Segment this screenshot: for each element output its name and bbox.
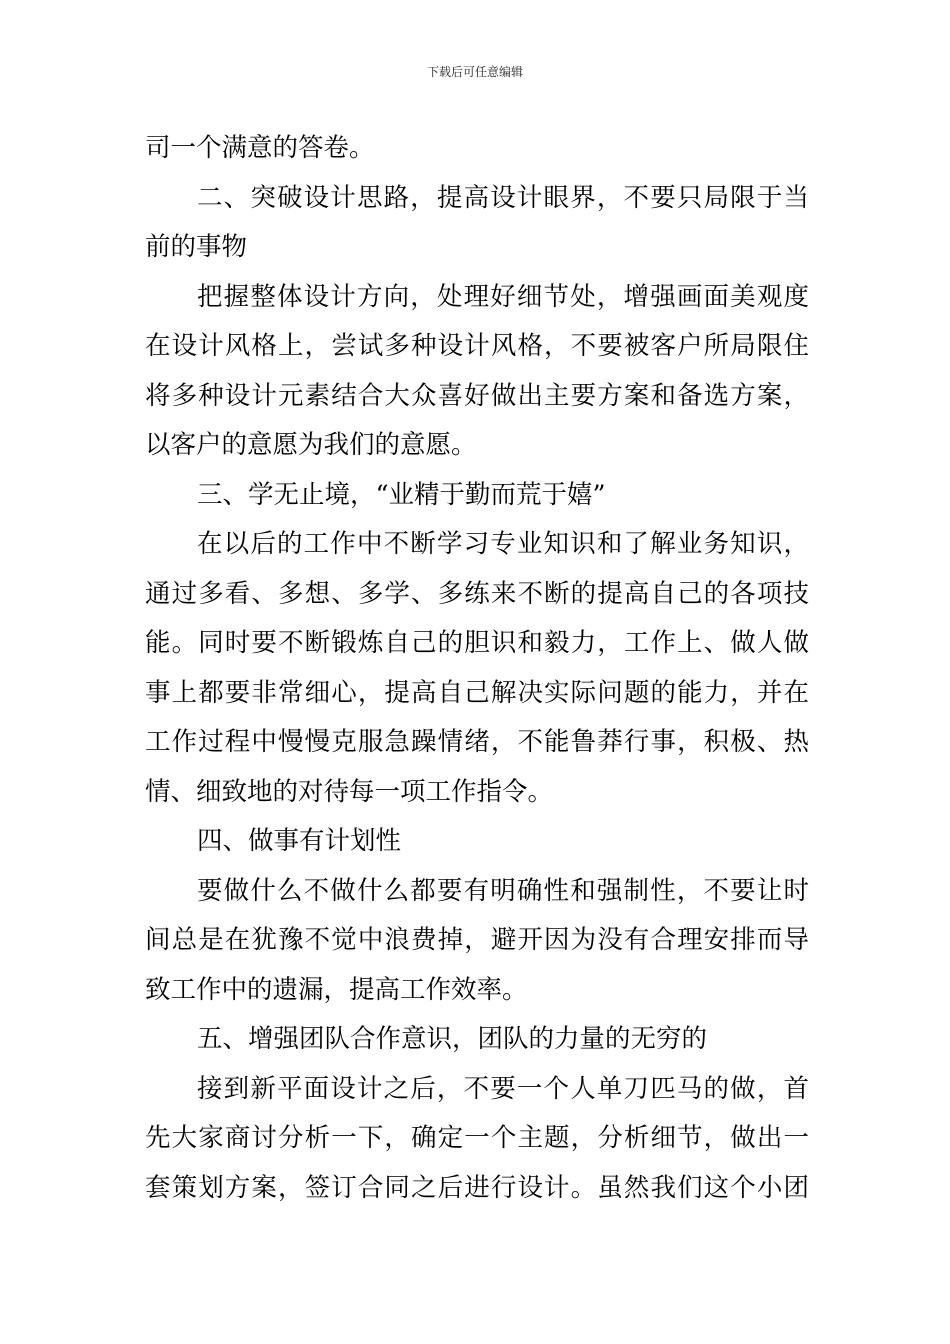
- text-line: 情、细致地的对待每一项工作指令。: [145, 776, 554, 807]
- page-header: 下载后可任意编辑: [426, 65, 523, 79]
- text-line: 前的事物: [145, 232, 248, 262]
- section-heading: 三、学无止境，“业精于勤而荒于嬉”: [197, 479, 606, 510]
- text-line: 要做什么不做什么都要有明确性和强制性，不要让时: [197, 875, 809, 906]
- text-line: 间总是在犹豫不觉中浪费掉，避开因为没有合理安排而导: [145, 925, 809, 955]
- text-line: 在以后的工作中不断学习专业知识和了解业务知识，: [197, 529, 809, 559]
- section-heading: 五、增强团队合作意识，团队的力量的无穷的: [197, 1024, 708, 1054]
- document-body: [145, 124, 809, 1213]
- text-line: 把握整体设计方向，处理好细节处，增强画面美观度: [197, 281, 809, 312]
- text-line: 能。同时要不断锻炼自己的胆识和毅力，工作上、做人做: [145, 628, 809, 658]
- text-line: 套策划方案，签订合同之后进行设计。虽然我们这个小团: [145, 1172, 809, 1203]
- text-line: 在设计风格上，尝试多种设计风格，不要被客户所局限住: [145, 331, 809, 361]
- section-heading: 二、突破设计思路，提高设计眼界，不要只局限于当: [197, 182, 809, 213]
- text-line: 将多种设计元素结合大众喜好做出主要方案和备选方案，: [145, 380, 809, 411]
- text-line: 事上都要非常细心，提高自己解决实际问题的能力，并在: [145, 677, 809, 708]
- text-line: 致工作中的遗漏，提高工作效率。: [145, 974, 528, 1005]
- text-line: 工作过程中慢慢克服急躁情绪，不能鲁莽行事，积极、热: [145, 727, 809, 757]
- section-heading: 四、做事有计划性: [197, 826, 402, 856]
- text-line: 以客户的意愿为我们的意愿。: [145, 430, 477, 460]
- text-line: 先大家商讨分析一下，确定一个主题，分析细节，做出一: [145, 1123, 809, 1153]
- text-line: 接到新平面设计之后，不要一个人单刀匹马的做，首: [197, 1073, 809, 1104]
- text-line: 通过多看、多想、多学、多练来不断的提高自己的各项技: [145, 578, 809, 609]
- text-line: 司一个满意的答卷。: [145, 133, 375, 163]
